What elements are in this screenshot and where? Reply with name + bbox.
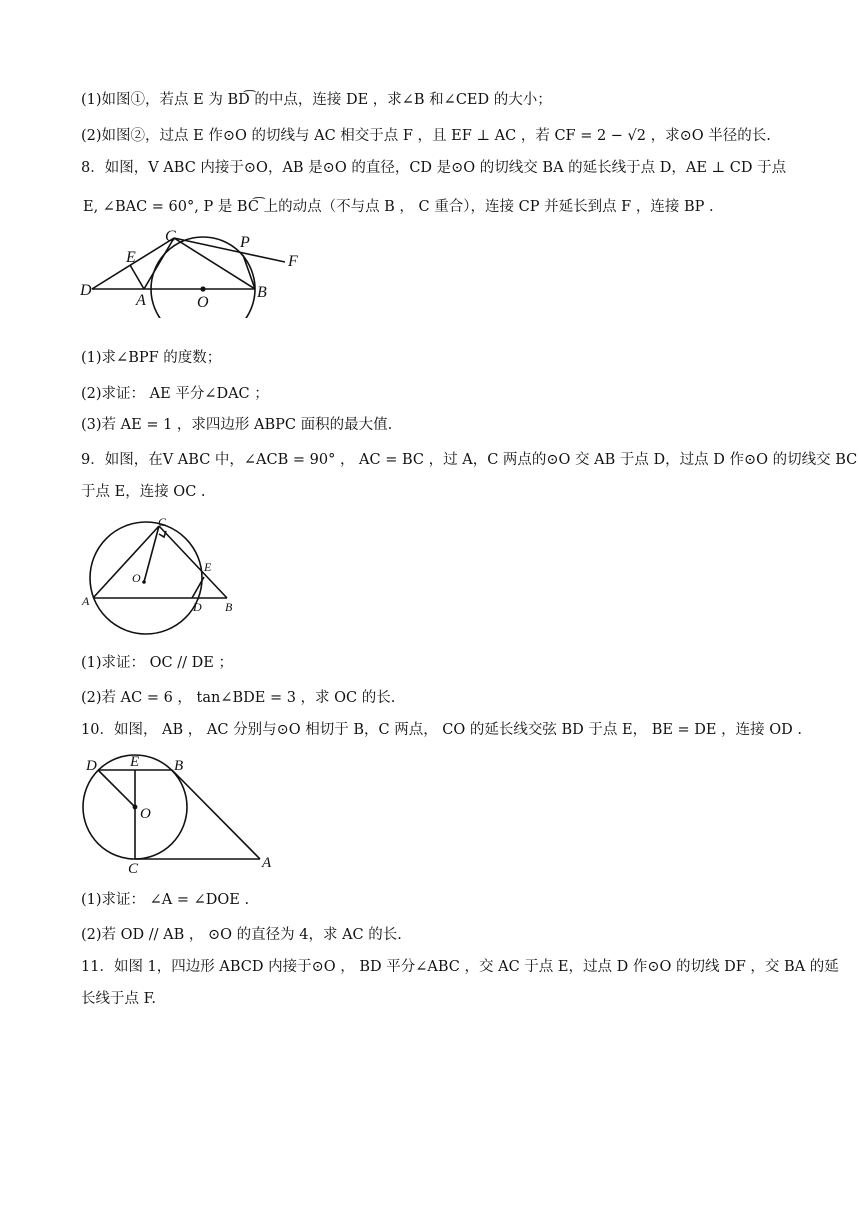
text-line-q8-2: (2)求证： AE 平分∠DAC ；: [81, 386, 269, 402]
label-D: D: [80, 282, 92, 299]
text-line-q10-1: (1)求证： ∠A = ∠DOE .: [81, 892, 250, 908]
text-line-q8-1: (1)求∠BPF 的度数；: [81, 350, 222, 366]
text-line-q7-1: (1)如图①，若点 E 为 BD͡ 的中点，连接 DE ，求∠B 和∠CED 的大小；: [81, 92, 552, 108]
label-E: E: [204, 560, 212, 574]
text-line-q11-stem: 11．如图 1，四边形 ABCD 内接于⊙O ， BD 平分∠ABC ，交 AC 于点 E，过点 D 作⊙O 的切线 DF ，交 BA 的延: [81, 959, 839, 975]
text-line-q7-2: (2)如图②，过点 E 作⊙O 的切线与 AC 相交于点 F ，且 EF ⊥ AC ，若 CF = 2 − √2 ，求⊙O 半径的长.: [81, 128, 771, 144]
label-C: C: [128, 861, 139, 877]
label-O: O: [140, 806, 151, 822]
text-line-q9-stem: 9．如图，在V ABC 中，∠ACB = 90° ， AC = BC ，过 A，C 两点的⊙O 交 AB 于点 D，过点 D 作⊙O 的切线交 BC: [81, 452, 858, 468]
label-D: D: [193, 600, 202, 614]
text-line-q9-2: (2)若 AC = 6 ， tan∠BDE = 3 ，求 OC 的长.: [81, 690, 396, 706]
figure-q10: [80, 752, 280, 877]
label-B: B: [257, 284, 267, 301]
label-A: A: [262, 855, 272, 871]
label-D: D: [86, 758, 97, 774]
label-B: B: [174, 758, 184, 774]
label-A: A: [82, 594, 90, 608]
label-B: B: [225, 600, 233, 614]
text-line-q9-1: (1)求证： OC // DE ；: [81, 655, 233, 671]
label-O: O: [197, 294, 209, 311]
text-line-q10-stem: 10．如图， AB ， AC 分别与⊙O 相切于 B，C 两点， CO 的延长线交弦 BD 于点 E， BE = DE ，连接 OD .: [81, 722, 802, 738]
label-E: E: [126, 249, 136, 266]
text-line-q9-stem-2: 于点 E，连接 OC .: [81, 484, 206, 500]
text-line-q8-stem-2: E, ∠BAC = 60°, P 是 BC͡ 上的动点（不与点 B ， C 重合），连接 CP 并延长到点 F ，连接 BP .: [83, 199, 714, 215]
figure-q8: [80, 228, 320, 318]
label-C: C: [158, 515, 167, 529]
text-line-q8-stem: 8．如图，V ABC 内接于⊙O，AB 是⊙O 的直径，CD 是⊙O 的切线交 BA 的延长线于点 D，AE ⊥ CD 于点: [81, 160, 787, 176]
label-A: A: [136, 292, 146, 309]
text-line-q8-3: (3)若 AE = 1 ，求四边形 ABPC 面积的最大值.: [81, 417, 393, 433]
label-O: O: [132, 571, 141, 585]
label-E: E: [130, 754, 140, 770]
text-line-q10-2: (2)若 OD // AB ， ⊙O 的直径为 4，求 AC 的长.: [81, 927, 402, 943]
text-line-q11-stem-2: 长线于点 F.: [81, 991, 157, 1007]
label-F: F: [288, 253, 298, 270]
label-C: C: [165, 228, 176, 245]
label-P: P: [240, 234, 250, 251]
figure-q9: [80, 515, 240, 640]
